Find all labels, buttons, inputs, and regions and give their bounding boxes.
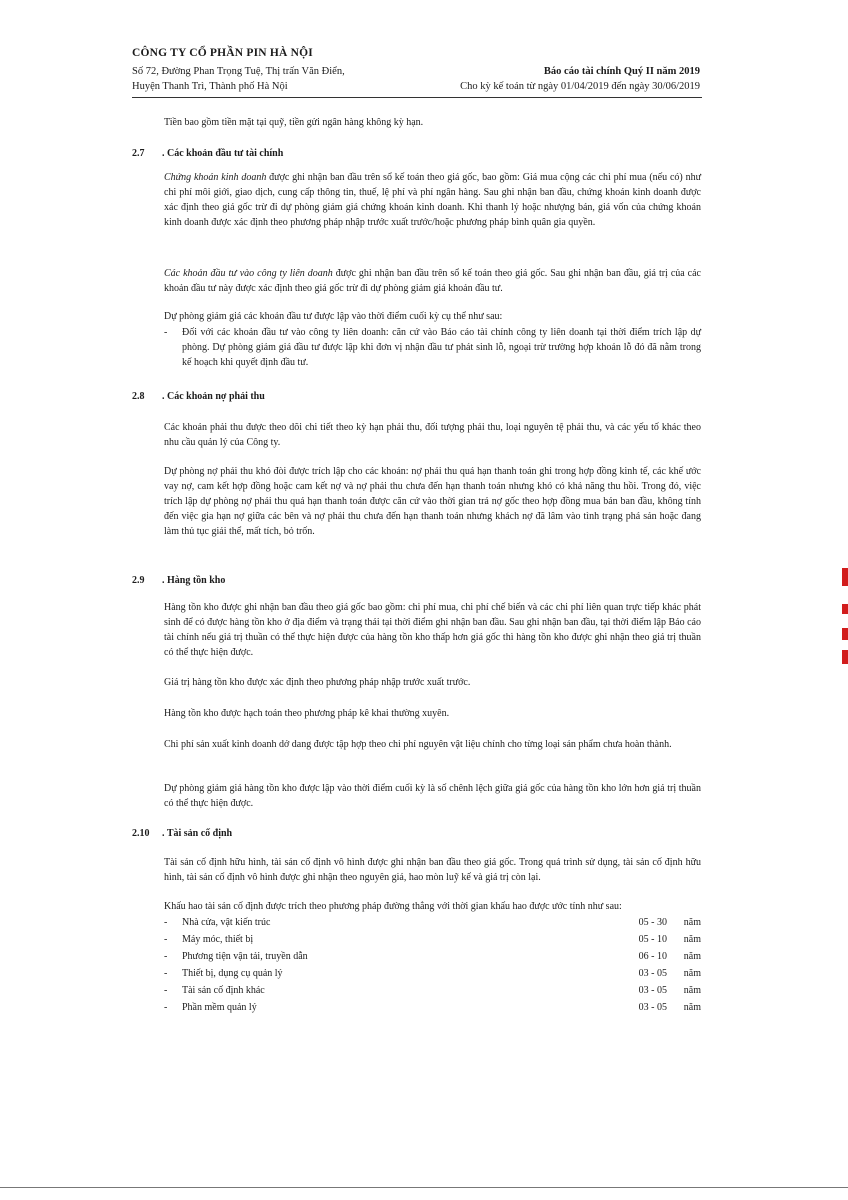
section-heading-2-9 xyxy=(132,573,225,588)
depreciation-row xyxy=(164,966,701,982)
paragraph-work-in-progress: Chi phí sản xuất kinh doanh dở dang được tập hợp theo chi phí nguyên vật liệu chính cho từng loại sản phẩm chưa hoàn thành. xyxy=(164,739,672,750)
unit-label: năm xyxy=(683,985,701,996)
asset-name: Tài sản cố định khác xyxy=(182,985,265,996)
depreciation-row xyxy=(164,932,701,948)
section-title: . Các khoản đầu tư tài chính xyxy=(162,148,284,159)
depreciation-row xyxy=(164,983,701,999)
bullet-dash: - xyxy=(164,985,168,996)
useful-life: 05 - 30 xyxy=(638,917,667,928)
address-line-1: Số 72, Đường Phan Trọng Tuệ, Thị trấn Văn Điển, xyxy=(132,66,345,77)
useful-life: 03 - 05 xyxy=(638,968,667,979)
report-title: Báo cáo tài chính Quý II năm 2019 xyxy=(543,66,700,77)
section-number: 2.10 xyxy=(132,828,150,839)
paragraph-inventory-accounting: Hàng tồn kho được hạch toán theo phương pháp kê khai thường xuyên. xyxy=(164,708,450,719)
bullet-dash: - xyxy=(164,917,168,928)
paragraph-trading-securities xyxy=(164,170,701,230)
section-title: . Tài sản cố định xyxy=(162,828,233,839)
unit-label: năm xyxy=(683,951,701,962)
stamp-edge-mark xyxy=(842,604,848,614)
unit-label: năm xyxy=(683,934,701,945)
section-title: . Các khoản nợ phải thu xyxy=(162,391,265,402)
company-name: CÔNG TY CỔ PHẦN PIN HÀ NỘI xyxy=(132,47,313,59)
paragraph-depreciation: Khấu hao tài sản cố định được trích theo phương pháp đường thẳng với thời gian khấu hao được ước tính như sau: xyxy=(164,901,622,912)
useful-life: 03 - 05 xyxy=(638,985,667,996)
depreciation-row xyxy=(164,949,701,965)
stamp-edge-mark xyxy=(842,568,848,586)
bullet-text: Đối với các khoản đầu tư vào công ty liên doanh: căn cứ vào Báo cáo tài chính công ty liên doanh tại thời điểm trích lập dự phòng. Dự phòng giảm giá đầu tư được lập khi đơn vị nhận đầu tư phát sinh lỗ, ngoại trừ trường hợp khoản lỗ đó đã nằm trong kế hoạch khi quyết định đầu tư. xyxy=(182,327,701,368)
bullet-dash: - xyxy=(164,968,168,979)
section-heading-2-8 xyxy=(132,389,265,404)
useful-life: 05 - 10 xyxy=(638,934,667,945)
section-title: . Hàng tồn kho xyxy=(162,575,226,586)
paragraph-inventory-recognition: Hàng tồn kho được ghi nhận ban đầu theo giá gốc bao gồm: chi phí mua, chi phí chế biến và các chi phí liên quan trực tiếp khác phát sinh để có được hàng tồn kho ở địa điểm và trạng thái tại thời điểm ghi nhận ban đầu. Sau ghi nhận ban đầu, tại thời điểm lập Báo cáo tài chính nếu giá trị thuần có thể thực hiện được của hàng tồn kho thấp hơn giá gốc thì hàng tồn kho được ghi nhận theo giá trị thuần có thể thực hiện được. xyxy=(164,602,701,658)
paragraph-doubtful-debts: Dự phòng nợ phải thu khó đòi được trích lập cho các khoản: nợ phải thu quá hạn thanh toán ghi trong hợp đồng kinh tế, các khế ước vay nợ, cam kết hợp đồng hoặc cam kết nợ và nợ phải thu chưa đến hạn thanh toán nhưng khó có khả năng thu hồi. Trong đó, việc trích lập dự phòng nợ phải thu quá hạn thanh toán được căn cứ vào thời gian trả nợ gốc theo hợp đồng mua bán ban đầu, không tính đến việc gia hạn nợ giữa các bên và nợ phải thu chưa đến hạn thanh toán nhưng khách nợ đã lâm vào tình trạng phá sản hoặc đang làm thủ tục giải thể, mất tích, bỏ trốn. xyxy=(164,466,701,537)
paragraph-fixed-assets: Tài sản cố định hữu hình, tài sản cố định vô hình được ghi nhận ban đầu theo giá gốc. Trong quá trình sử dụng, tài sản cố định hữu hình, tài sản cố định vô hình được ghi nhận theo nguyên giá, hao mòn luỹ kế và giá trị còn lại. xyxy=(164,857,701,883)
depreciation-row xyxy=(164,1000,701,1016)
term-italic: Các khoản đầu tư vào công ty liên doanh xyxy=(164,268,333,279)
paragraph-joint-venture xyxy=(164,266,701,296)
term-italic: Chứng khoán kinh doanh xyxy=(164,172,267,183)
stamp-edge-mark xyxy=(842,628,848,640)
bullet-dash: - xyxy=(164,327,168,338)
intro-paragraph: Tiền bao gồm tiền mặt tại quỹ, tiền gửi ngân hàng không kỳ hạn. xyxy=(164,117,424,128)
unit-label: năm xyxy=(683,1002,701,1013)
depreciation-row xyxy=(164,915,701,931)
report-info xyxy=(400,64,700,94)
bullet-dash: - xyxy=(164,934,168,945)
unit-label: năm xyxy=(683,968,701,979)
paragraph-text: được ghi nhận ban đầu trên sổ kế toán theo giá gốc, bao gồm: Giá mua cộng các chi phí mua (nếu có) như chi phí môi giới, giao dịch, cung cấp thông tin, thuế, lệ phí và phí ngân hàng. Sau ghi nhận ban đầu, chứng khoán kinh doanh được xác định theo giá gốc trừ đi dự phòng giảm giá chứng khoán kinh doanh. Khi thanh lý hoặc nhượng bán, giá vốn của chứng khoán kinh doanh được xác định theo phương pháp nhập trước xuất trước/hoặc phương pháp bình quân gia quyền. xyxy=(164,172,701,228)
paragraph-inventory-provision: Dự phòng giảm giá hàng tồn kho được lập vào thời điểm cuối kỳ là số chênh lệch giữa giá gốc của hàng tồn kho lớn hơn giá trị thuần có thể thực hiện được. xyxy=(164,783,701,809)
section-heading-2-7 xyxy=(132,146,283,161)
address-line-2: Huyện Thanh Trì, Thành phố Hà Nội xyxy=(132,81,288,92)
asset-name: Nhà cửa, vật kiến trúc xyxy=(182,917,271,928)
company-address xyxy=(132,64,432,94)
section-number: 2.8 xyxy=(132,391,145,402)
stamp-edge-mark xyxy=(842,650,848,664)
paragraph-inventory-valuation: Giá trị hàng tồn kho được xác định theo phương pháp nhập trước xuất trước. xyxy=(164,677,471,688)
useful-life: 03 - 05 xyxy=(638,1002,667,1013)
report-period: Cho kỳ kế toán từ ngày 01/04/2019 đến ngày 30/06/2019 xyxy=(460,81,700,92)
paragraph-receivables: Các khoản phải thu được theo dõi chi tiết theo kỳ hạn phải thu, đối tượng phải thu, loại nguyên tệ phải thu, và các yếu tố khác theo nhu cầu quản lý của Công ty. xyxy=(164,422,701,448)
scan-bottom-edge xyxy=(0,1187,848,1188)
section-heading-2-10 xyxy=(132,826,232,841)
paragraph-provision-intro: Dự phòng giảm giá các khoản đầu tư được lập vào thời điểm cuối kỳ cụ thể như sau: xyxy=(164,311,503,322)
useful-life: 06 - 10 xyxy=(638,951,667,962)
section-number: 2.9 xyxy=(132,575,145,586)
asset-name: Phần mềm quản lý xyxy=(182,1002,257,1013)
asset-name: Thiết bị, dụng cụ quản lý xyxy=(182,968,283,979)
asset-name: Máy móc, thiết bị xyxy=(182,934,254,945)
section-number: 2.7 xyxy=(132,148,145,159)
bullet-dash: - xyxy=(164,951,168,962)
paragraph-text: được ghi nhận ban đầu trên sổ kế toán theo giá gốc. Sau ghi nhận ban đầu, giá trị của các khoản đầu tư này được xác định theo giá gốc trừ đi dự phòng giảm giá khoản đầu tư. xyxy=(164,268,701,294)
asset-name: Phương tiện vận tải, truyền dẫn xyxy=(182,951,308,962)
bullet-dash: - xyxy=(164,1002,168,1013)
unit-label: năm xyxy=(683,917,701,928)
header-divider xyxy=(132,97,702,98)
